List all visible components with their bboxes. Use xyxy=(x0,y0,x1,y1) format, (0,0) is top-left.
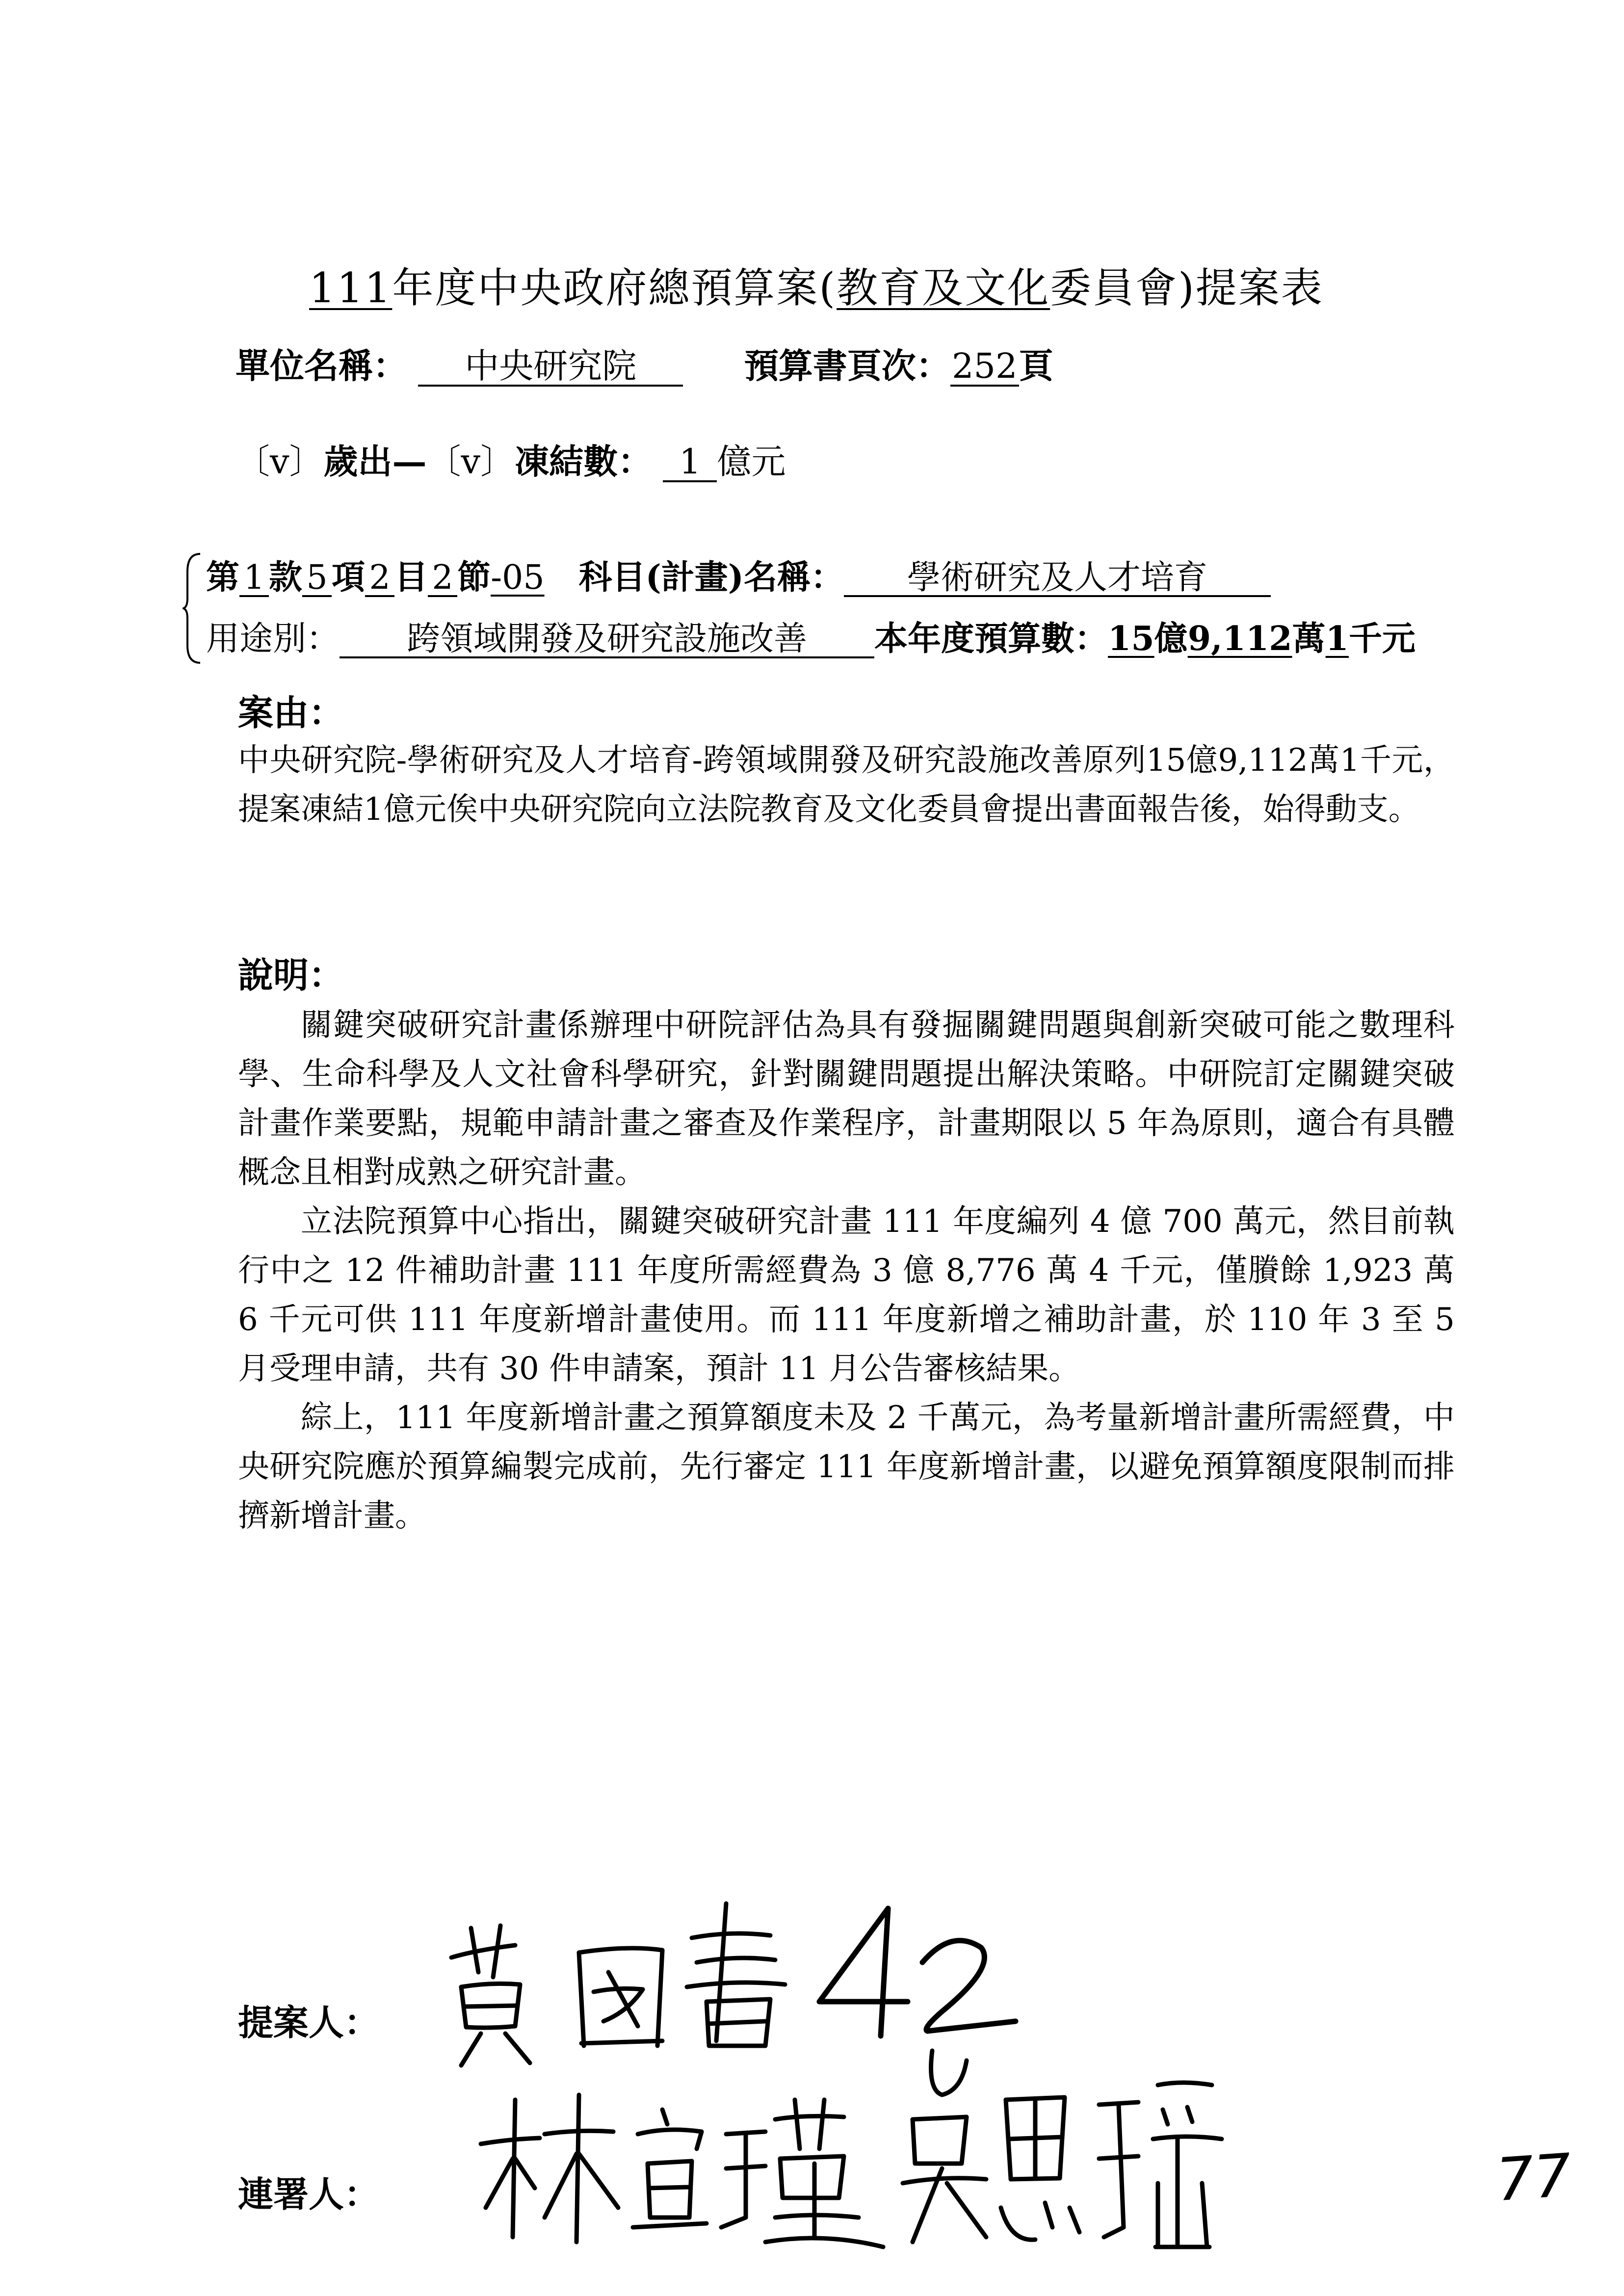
mu-value: 2 xyxy=(365,560,394,597)
unit-row xyxy=(236,339,1053,388)
unit-name: 中央研究院 xyxy=(418,348,683,387)
yi-label: 億 xyxy=(1154,619,1188,658)
expenditure-label: 歲出— xyxy=(323,441,427,482)
budget-block xyxy=(206,547,1415,670)
amount-wan: 9,112 xyxy=(1187,619,1292,658)
expenditure-checkbox: 〔v〕 xyxy=(236,442,324,482)
reason-heading: 案由： xyxy=(238,692,344,733)
reason-text: 中央研究院-學術研究及人才培育-跨領域開發及研究設施改善原列15億9,112萬1千元，提案凍結1億元俟中央研究院向立法院教育及文化委員會提出書面報告後，始得動支。 xyxy=(238,742,1455,828)
freeze-amount: 1 xyxy=(663,444,717,482)
explanation-body xyxy=(238,1001,1455,1540)
proposer-label: 提案人： xyxy=(238,2002,380,2043)
explanation-paragraph: 關鍵突破研究計畫係辦理中研院評估為具有發掘關鍵問題與創新突破可能之數理科學、生命科學及人文社會科學研究，針對關鍵問題提出解決策略。中研院訂定關鍵突破計畫作業要點，規範申請計畫之審查及作業程序，計畫期限以 5 年為原則，適合有具體概念且相對成熟之研究計畫。 xyxy=(238,1007,1455,1191)
kuan-label: 款 xyxy=(269,558,303,597)
xiang-value: 5 xyxy=(302,560,332,597)
freeze-label: 凍結數： xyxy=(515,441,653,482)
unit-label: 單位名稱： xyxy=(236,345,407,386)
cosigner-label: 連署人： xyxy=(238,2173,380,2215)
amount-qian: 1 xyxy=(1325,619,1349,658)
qian-label: 千元 xyxy=(1348,619,1415,658)
title-post: 委員會)提案表 xyxy=(1050,264,1324,312)
subject-name: 學術研究及人才培育 xyxy=(844,560,1271,597)
page-ref-suffix: 頁 xyxy=(1019,345,1053,386)
cosigner-signature xyxy=(471,2021,1256,2296)
usage-label: 用途別： xyxy=(206,620,340,658)
explanation-paragraph: 綜上，111 年度新增計畫之預算額度未及 2 千萬元，為考量新增計畫所需經費，中央研究院應於預算編製完成前，先行審定 111 年度新增計畫，以避免預算額度限制而排擠新增計畫。 xyxy=(238,1400,1455,1534)
freeze-row xyxy=(236,434,786,484)
freeze-checkbox: 〔v〕 xyxy=(426,442,515,482)
proposer-name: 黃國書 xyxy=(432,2071,461,2083)
page-ref-value: 252 xyxy=(950,348,1019,387)
explanation-heading: 說明： xyxy=(238,954,344,996)
wan-label: 萬 xyxy=(1292,619,1326,658)
cosigner-name-2: 吳思瑤 xyxy=(864,2282,893,2294)
freeze-unit: 億元 xyxy=(717,442,786,482)
xiang-label: 項 xyxy=(332,558,366,597)
title-pre: 年度中央政府總預算案( xyxy=(392,264,837,312)
proposer-number: 42 xyxy=(1057,2071,1070,2083)
title-committee: 教育及文化 xyxy=(837,264,1050,312)
amount-label: 本年度預算數： xyxy=(874,619,1108,658)
explanation-paragraph: 立法院預算中心指出，關鍵突破研究計畫 111 年度編列 4 億 700 萬元，然目前執行中之 12 件補助計畫 111 年度所需經費為 3 億 8,776 萬 4 千元，僅賸餘 1,923 萬 6 千元可供 111 年度新增計畫使用。而 111 年度新增之補助計畫，於 110 年 3 至 5 月受理申請，共有 30 件申請案，預計 11 月公告審核結果。 xyxy=(238,1203,1455,1387)
brace-bracket xyxy=(183,552,202,665)
jie-label: 節 xyxy=(457,558,491,597)
amount-yi: 15 xyxy=(1108,619,1154,658)
budget-line-1 xyxy=(206,547,1415,608)
kuan-value: 1 xyxy=(239,560,269,597)
page-number: 77 xyxy=(1494,2141,1574,2215)
jie-value: 2 xyxy=(428,560,457,597)
budget-line-2 xyxy=(206,608,1415,670)
page-ref-label: 預算書頁次： xyxy=(744,345,950,386)
mu-label: 目 xyxy=(394,558,428,597)
subject-label: 科目(計畫)名稱： xyxy=(578,558,844,597)
page-title xyxy=(309,255,1324,314)
sub-code: -05 xyxy=(491,558,545,597)
title-year: 111 xyxy=(309,264,393,312)
cosigner-name-1: 林宜瑾 xyxy=(471,2282,500,2294)
kuan-prefix: 第 xyxy=(206,558,240,597)
usage-name: 跨領域開發及研究設施改善 xyxy=(340,622,874,658)
